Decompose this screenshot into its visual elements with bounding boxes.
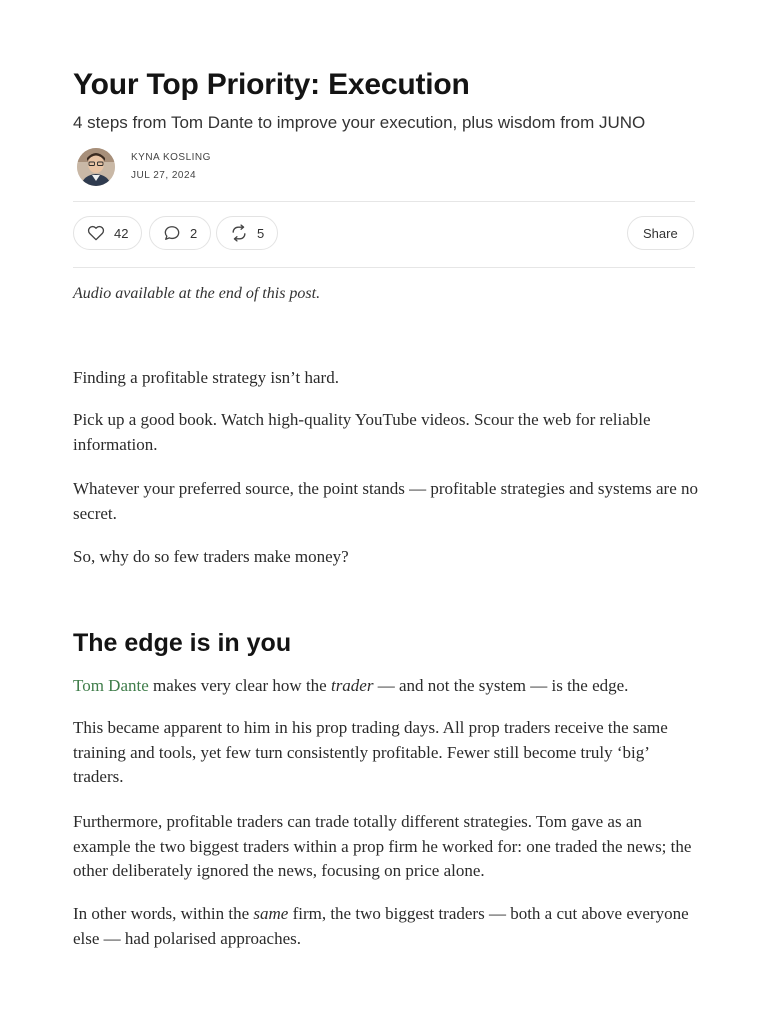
paragraph: Whatever your preferred source, the point stands — profitable strategies and systems are no secret. bbox=[73, 479, 699, 523]
paragraph-text: makes very clear how the bbox=[148, 676, 331, 695]
audio-note: Audio available at the end of this post. bbox=[73, 285, 321, 302]
author-avatar[interactable] bbox=[77, 148, 115, 186]
author-name[interactable]: KYNA KOSLING bbox=[131, 152, 211, 163]
divider-top bbox=[73, 201, 695, 202]
restack-arrows-icon bbox=[229, 223, 249, 243]
post-subtitle: 4 steps from Tom Dante to improve your execution, plus wisdom from JUNO bbox=[73, 113, 646, 132]
share-label: Share bbox=[643, 225, 678, 241]
heart-icon bbox=[86, 223, 106, 243]
divider-bottom bbox=[73, 267, 695, 268]
paragraph: This became apparent to him in his prop trading days. All prop traders receive the same training and tools, yet few turn consistently profitable. Fewer still become truly ‘big’ traders. bbox=[73, 718, 668, 786]
post-title: Your Top Priority: Execution bbox=[73, 68, 470, 101]
restack-button[interactable] bbox=[216, 216, 278, 250]
comment-bubble-icon bbox=[162, 223, 182, 243]
tom-dante-link[interactable]: Tom Dante bbox=[73, 676, 149, 695]
paragraph: So, why do so few traders make money? bbox=[73, 547, 349, 566]
paragraph: Pick up a good book. Watch high-quality YouTube videos. Scour the web for reliable information. bbox=[73, 410, 651, 454]
paragraph bbox=[73, 674, 698, 699]
paragraph-text: In other words, within the bbox=[73, 904, 254, 923]
like-count: 42 bbox=[114, 225, 129, 241]
restack-count: 5 bbox=[257, 225, 265, 241]
emphasis-text: trader bbox=[330, 676, 374, 695]
comment-button[interactable] bbox=[149, 216, 211, 250]
avatar-portrait bbox=[77, 148, 115, 186]
paragraph-text: — and not the system — is the edge. bbox=[373, 676, 629, 695]
section-heading: The edge is in you bbox=[73, 629, 292, 657]
like-button[interactable] bbox=[73, 216, 142, 250]
paragraph: Furthermore, profitable traders can trade totally different strategies. Tom gave as an example the two biggest traders within a prop firm he worked for: one traded the news; the other deliberately ignored the news, focusing on price alone. bbox=[73, 812, 692, 880]
paragraph bbox=[73, 902, 698, 951]
comment-count: 2 bbox=[190, 225, 198, 241]
emphasis-text: same bbox=[253, 904, 289, 923]
share-button[interactable] bbox=[627, 216, 694, 250]
paragraph: Finding a profitable strategy isn’t hard. bbox=[73, 368, 339, 387]
publish-date: JUL 27, 2024 bbox=[131, 170, 197, 181]
paragraph-text: firm, the two biggest traders — both a cut above everyone else — had polarised approaches. bbox=[73, 904, 689, 948]
